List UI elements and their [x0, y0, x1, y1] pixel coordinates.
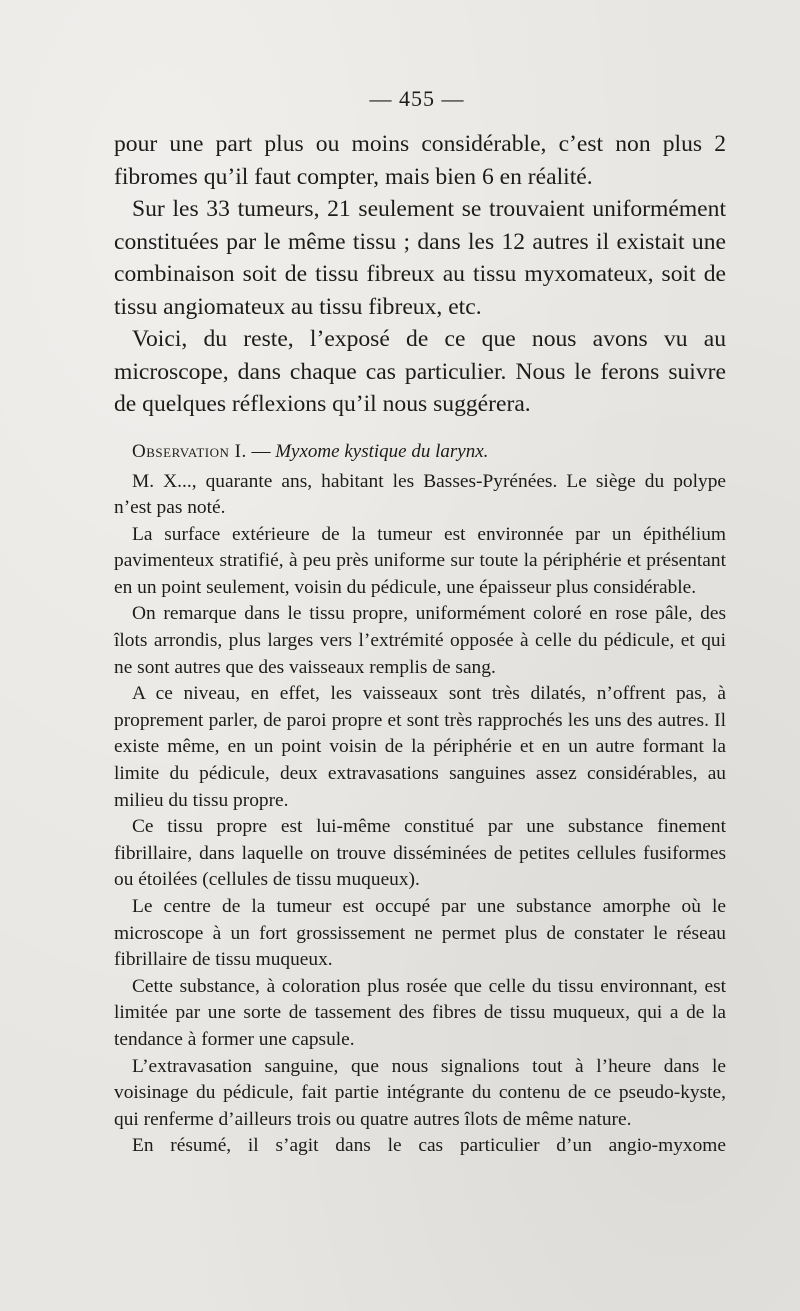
paragraph-patient: M. X..., quarante ans, habitant les Basses-Pyrénées. Le siège du polype n’est pas noté.	[114, 470, 726, 519]
observation-label: Observation I.	[132, 440, 247, 462]
observation-heading	[114, 439, 726, 465]
body-text	[114, 128, 726, 1160]
paragraph-surface: La surface extérieure de la tumeur est environnée par un épithélium pavimenteux stratifié, à peu près uniforme sur toute la périphérie et présentant en un point seulement, voisin du pédicule, une épaisseur plus considérable.	[114, 523, 726, 598]
paragraph-extravasation: L’extravasation sanguine, que nous signalions tout à l’heure dans le voisinage du pédicule, fait partie intégrante du contenu de ce pseudo-kyste, qui renferme d’ailleurs trois ou quatre autres îlots de même nature.	[114, 1055, 726, 1130]
paragraph-vessels: A ce niveau, en effet, les vaisseaux sont très dilatés, n’offrent pas, à proprement parler, de paroi propre et sont très rapprochés les uns des autres. Il existe même, en un point voisin de la périphérie et en un autre formant la limite du pédicule, deux extravasations sanguines assez considérables, au milieu du tissu propre.	[114, 683, 726, 811]
observation-title: Myxome kystique du larynx.	[275, 440, 489, 462]
paragraph-introduction: Voici, du reste, l’exposé de ce que nous avons vu au microscope, dans chaque cas particulier. Nous le ferons suivre de quelques réflexions qu’il nous suggérera.	[114, 326, 726, 417]
paragraph-tissue: On remarque dans le tissu propre, uniformément coloré en rose pâle, des îlots arrondis, plus larges vers l’extrémité opposée à celle du pédicule, et qui ne sont autres que des vaisseaux remplis de sang.	[114, 603, 726, 678]
paragraph-summary: En résumé, il s’agit dans le cas particulier d’un angio-myxome	[132, 1135, 726, 1157]
paragraph-tumor-count: Sur les 33 tumeurs, 21 seulement se trouvaient uniformément constituées par le même tissu ; dans les 12 autres il existait une combinaison soit de tissu fibreux au tissu myxomateux, soit de tissu angiomateux au tissu fibreux, etc.	[114, 196, 726, 320]
paragraph-center: Le centre de la tumeur est occupé par une substance amorphe où le microscope à un fort grossissement ne permet plus de constater le réseau fibrillaire de tissu muqueux.	[114, 896, 726, 971]
page-number: — 455 —	[369, 86, 465, 111]
paragraph-continuation: pour une part plus ou moins considérable, c’est non plus 2 fibromes qu’il faut compter, mais bien 6 en réalité.	[114, 131, 726, 190]
observation-dash: —	[246, 440, 276, 462]
paragraph-fibrillar: Ce tissu propre est lui-même constitué par une substance finement fibrillaire, dans laquelle on trouve disséminées de petites cellules fusiformes ou étoilées (cellules de tissu muqueux).	[114, 816, 726, 891]
paragraph-substance: Cette substance, à coloration plus rosée que celle du tissu environnant, est limitée par une sorte de tassement des fibres de tissu muqueux, qui a de la tendance à former une capsule.	[114, 975, 726, 1050]
